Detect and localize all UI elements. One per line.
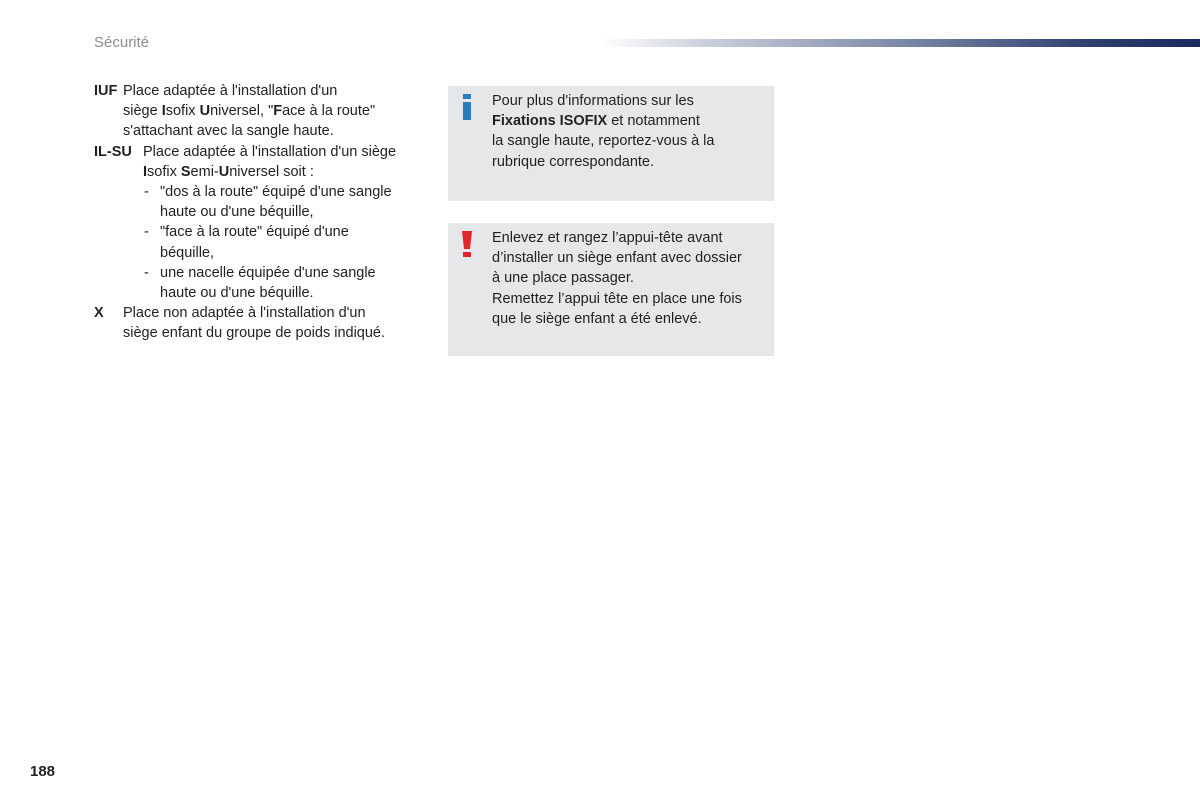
legend-code-x: X: [94, 305, 104, 322]
info-icon: [460, 94, 474, 120]
list-item: - "face à la route" équipé d'une béquille,: [144, 224, 349, 261]
list-item: - une nacelle équipée d'une sangle haute ou d'une béquille.: [144, 264, 376, 302]
legend-entry-iuf: [94, 81, 424, 142]
legend-text: s'attachant avec la sangle haute.: [123, 123, 334, 140]
legend-text: siège Isofix Universel, "Face à la route": [123, 103, 376, 120]
legend-entry-il-su: [94, 142, 424, 182]
info-note: [448, 86, 774, 201]
header-gradient-bar: [600, 39, 1200, 47]
section-title: Sécurité: [94, 34, 150, 51]
exclamation-icon: [460, 231, 474, 257]
legend-text: Isofix Semi-Universel soit :: [143, 163, 314, 180]
legend-text: Place non adaptée à l'installation d'un: [123, 305, 366, 322]
legend-text: Place adaptée à l'installation d'un: [123, 83, 338, 99]
legend-entry-x: [94, 303, 424, 343]
legend-code-il-su: IL-SU: [94, 143, 132, 160]
list-item: - "dos à la route" équipé d'une sangle haute ou d'une béquille,: [144, 184, 392, 221]
legend-column: [94, 81, 424, 344]
page-number: 188: [30, 763, 56, 780]
legend-code-iuf: IUF: [94, 83, 118, 99]
legend-text: siège enfant du groupe de poids indiqué.: [123, 325, 386, 342]
info-note-text: Pour plus d'informations sur les Fixations ISOFIX et notamment la sangle haute, reportez-vous à la rubrique correspondante.: [492, 93, 715, 170]
legend-text: Place adaptée à l'installation d'un siège: [143, 143, 397, 160]
warning-note-text: Enlevez et rangez l’appui-tête avant d’installer un siège enfant avec dossier à une place passager. Remettez l’appui tête en place une fois que le siège enfant a été enlevé.: [492, 230, 742, 327]
warning-note: [448, 223, 774, 356]
